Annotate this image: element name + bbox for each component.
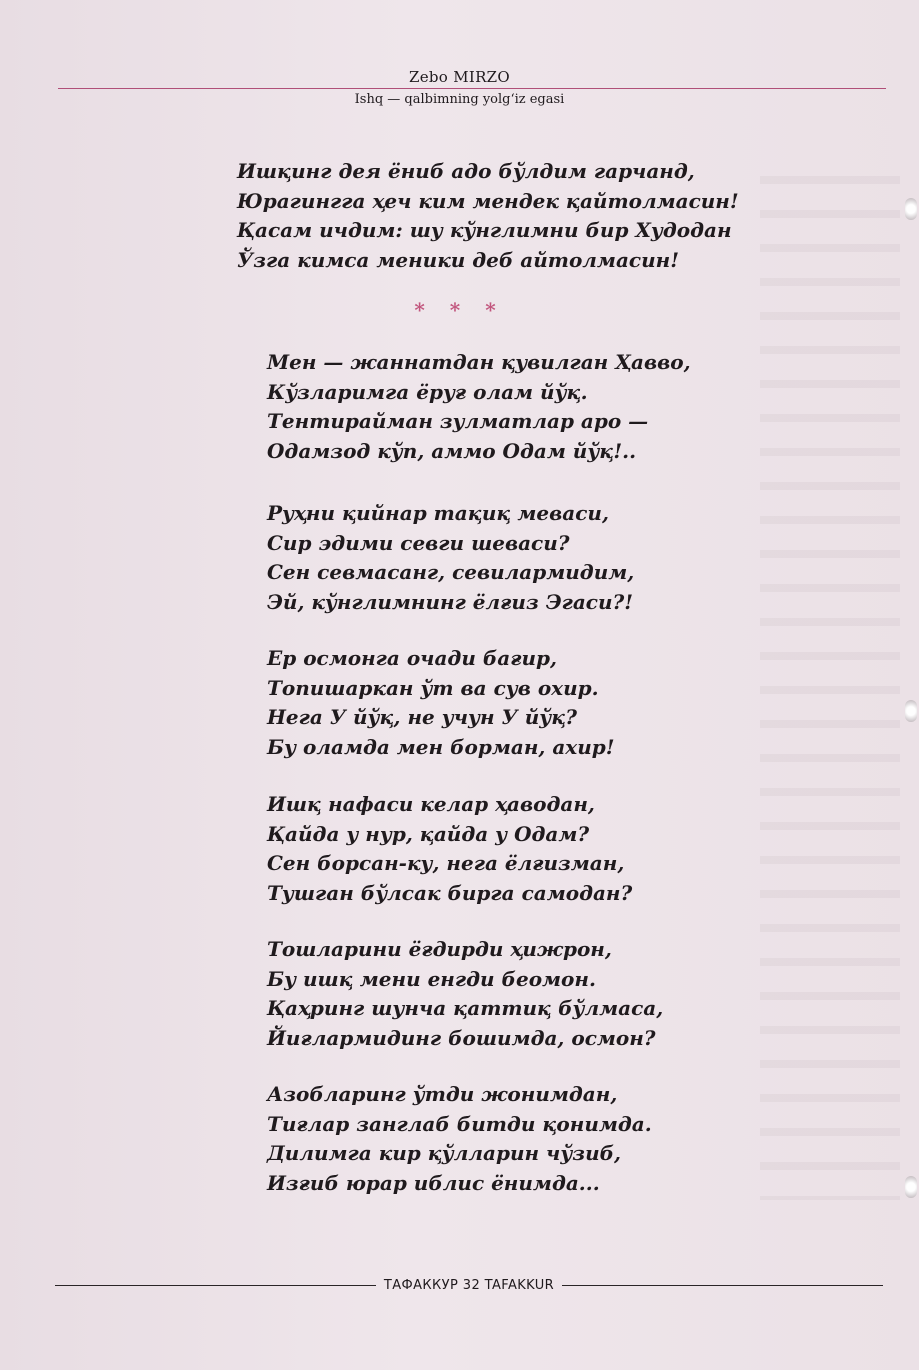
poem-line: Тушган бўлсак бирга самодан? [267, 880, 633, 905]
poem-line: Руҳни қийнар тақиқ меваси, [267, 501, 609, 525]
stanza-1 [267, 348, 691, 466]
poem-line: Сен борсан-ку, нега ёлғизман, [267, 851, 625, 875]
poem-line: Ўзга кимса меники деб айтолмасин! [237, 247, 679, 272]
stanza-intro [237, 157, 739, 275]
poem-line: Топишаркан ўт ва сув охир. [267, 675, 599, 700]
stanza-2 [267, 499, 634, 617]
poem-line: Йиғлармидинг бошимда, осмон? [267, 1025, 656, 1050]
poem-line: Кўзларимга ёруғ олам йўқ. [267, 379, 588, 404]
binding-hole [905, 198, 917, 220]
author-name: Zebo MIRZO [409, 68, 510, 86]
poem-line: Ер осмонга очади бағир, [267, 646, 557, 670]
poem-line: Эй, кўнглимнинг ёлғиз Эгаси?! [267, 589, 634, 614]
poem-line: Бу ишқ мени енгди беомон. [267, 966, 596, 991]
section-divider: * * * [414, 298, 505, 322]
poem-line: Ишқ нафаси келар ҳаводан, [267, 792, 595, 816]
poem-line: Сир эдими севги шеваси? [267, 530, 570, 555]
poem-line: Азобларинг ўтди жонимдан, [267, 1082, 618, 1106]
footer-rule-left [55, 1285, 376, 1286]
poem-line: Нега У йўқ, не учун У йўқ? [267, 705, 577, 729]
stanza-5 [267, 935, 663, 1053]
binding-hole [905, 1176, 917, 1198]
poem-line: Изғиб юрар иблис ёнимда... [267, 1170, 600, 1195]
running-title: Ishq — qalbimning yolg‘iz egasi [354, 92, 565, 107]
poem-line: Сен севмасанг, севилармидим, [267, 560, 635, 584]
poem-line: Одамзод кўп, аммо Одам йўқ!.. [267, 438, 637, 463]
header-rule [58, 88, 886, 89]
stanza-6 [267, 1080, 652, 1198]
footer-folio: ТАФАККУР 32 TAFAKKUR [383, 1277, 555, 1293]
poem-line: Бу оламда мен борман, ахир! [267, 734, 615, 759]
poem-line: Қасам ичдим: шу кўнглимни бир Худодан [237, 218, 732, 242]
poem-line: Дилимга кир қўлларин чўзиб, [267, 1141, 622, 1165]
binding-hole [905, 700, 917, 722]
page-footer [55, 1271, 883, 1299]
footer-rule-right [562, 1285, 883, 1286]
poem-line: Тошларини ёғдирди ҳижрон, [267, 937, 612, 961]
stanza-3 [267, 644, 615, 762]
poem-line: Қаҳринг шунча қаттиқ бўлмаса, [267, 996, 664, 1020]
poem-line: Юрагингга ҳеч ким мендек қайтолмасин! [237, 188, 739, 213]
poem-line: Ишқинг дея ёниб адо бўлдим гарчанд, [237, 159, 695, 183]
poem-line: Қайда у нур, қайда у Одам? [267, 821, 590, 846]
stanza-4 [267, 790, 632, 908]
poem-line: Тиғлар занглаб битди қонимда. [267, 1111, 652, 1136]
poem-line: Мен — жаннатдан қувилган Ҳавво, [267, 350, 691, 374]
poem-line: Тентирайман зулматлар аро — [267, 409, 649, 433]
